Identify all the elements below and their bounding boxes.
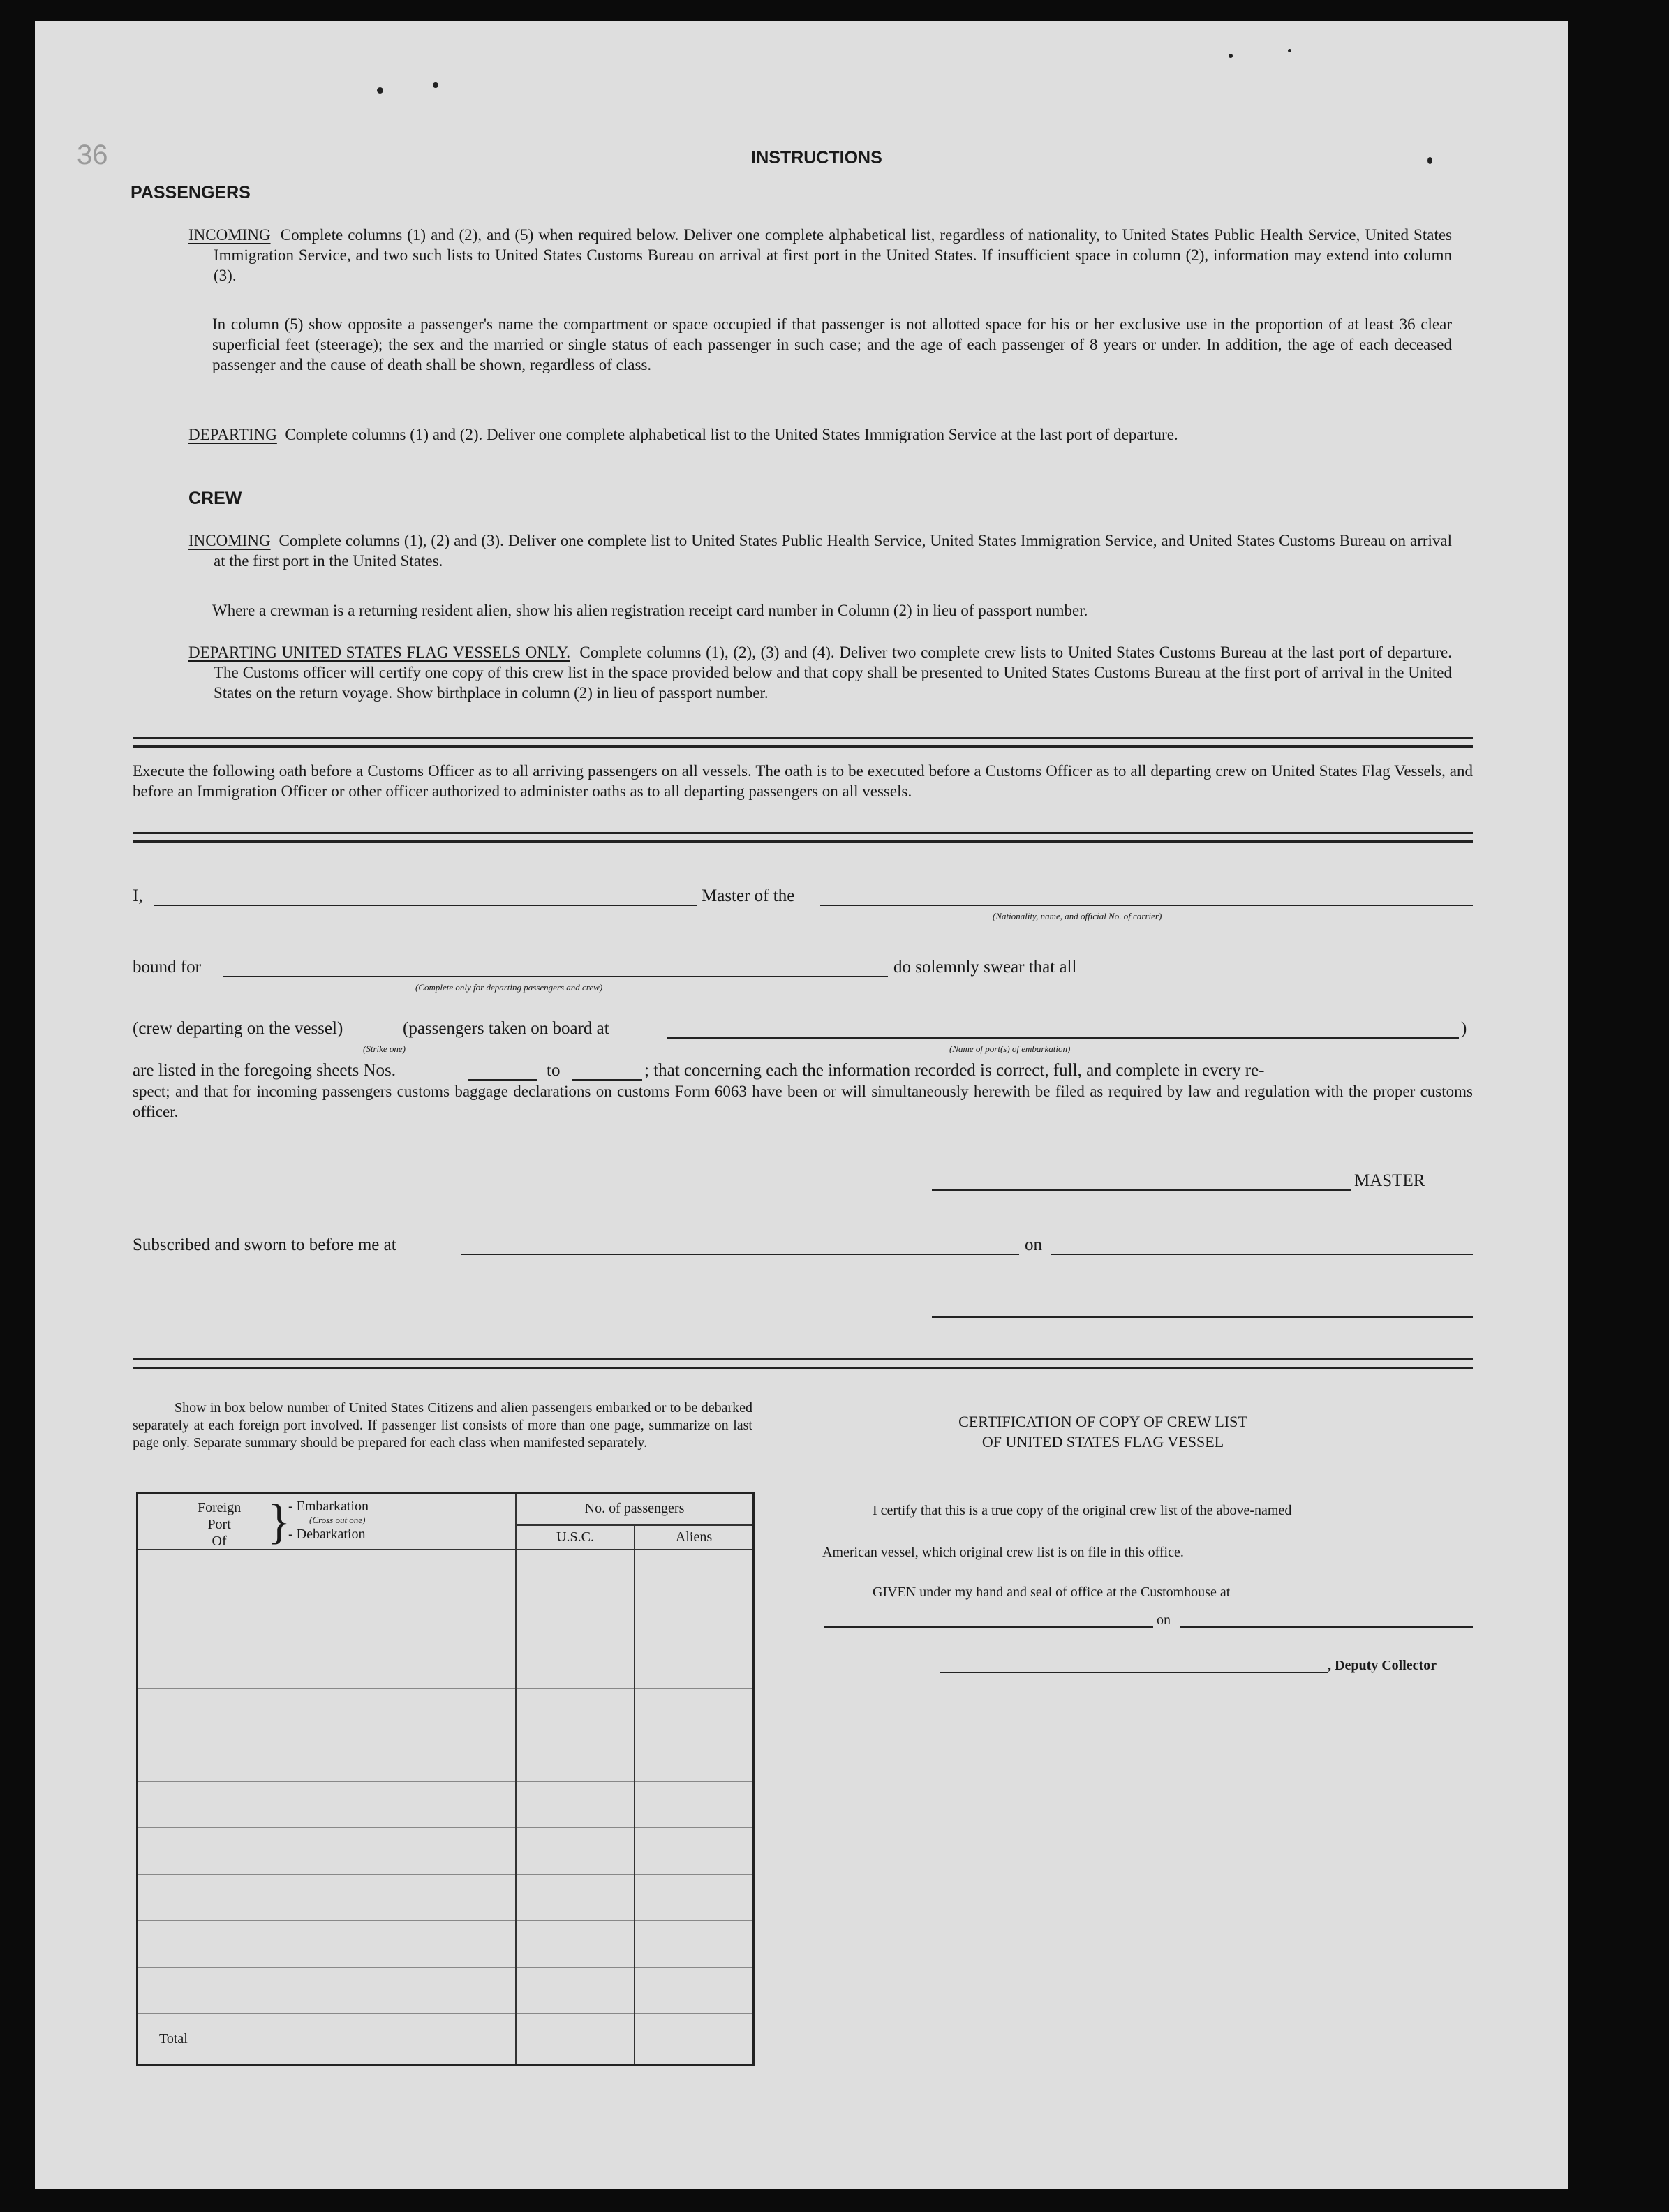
ports-caption: (Name of port(s) of embarkation)	[949, 1044, 1071, 1054]
passengers-departing	[188, 424, 1452, 445]
port-header-line3: Of	[212, 1534, 227, 1549]
crew-incoming-text: Complete columns (1), (2) and (3). Deliver one complete list to United States Public Health Service, United States Immigration Service, and United States Customs Bureau on arrival at the first port in the United States.	[214, 532, 1453, 570]
crew-returning-alien	[212, 600, 1452, 621]
debarkation-option: - Debarkation	[288, 1527, 366, 1542]
table-row	[138, 1921, 754, 1967]
total-row	[138, 2014, 754, 2065]
port-header-line2: Port	[207, 1517, 231, 1532]
ports-field[interactable]	[667, 1037, 1459, 1039]
deputy-signature-line[interactable]	[940, 1672, 1328, 1673]
deputy-collector-label: , Deputy Collector	[1328, 1658, 1437, 1673]
master-name-field[interactable]	[154, 905, 697, 906]
subscribed-on-label: on	[1025, 1235, 1042, 1254]
do-solemnly-text: do solemnly swear that all	[893, 958, 1077, 977]
passengers-departing-label: DEPARTING	[188, 426, 277, 443]
document-page	[35, 21, 1568, 2189]
subscribed-place-field[interactable]	[461, 1254, 1019, 1255]
cross-out-caption: (Cross out one)	[309, 1515, 366, 1525]
certify-text: I certify that this is a true copy of the original crew list of the above-named	[873, 1503, 1292, 1518]
total-label: Total	[138, 2014, 517, 2065]
crew-departing	[188, 642, 1452, 703]
double-rule	[133, 1358, 1473, 1369]
passengers-heading: PASSENGERS	[131, 183, 251, 202]
port-header	[138, 1493, 517, 1550]
table-row	[138, 1550, 754, 1596]
table-row	[138, 1781, 754, 1827]
scan-speck	[433, 82, 438, 88]
double-rule	[133, 832, 1473, 843]
given-text: GIVEN under my hand and seal of office at the Customhouse at	[873, 1584, 1231, 1600]
aliens-header: Aliens	[635, 1525, 754, 1550]
instructions-title: INSTRUCTIONS	[751, 148, 882, 168]
port-header-line1: Foreign	[198, 1500, 242, 1515]
table-row	[138, 1596, 754, 1642]
total-aliens-cell[interactable]	[635, 2014, 754, 2065]
embarkation-option: - Embarkation	[288, 1499, 369, 1514]
table-row	[138, 1688, 754, 1735]
crew-departing-text: Complete columns (1), (2), (3) and (4). Deliver two complete crew lists to United States Customs Bureau at the last port of departure. The Customs officer will certify one copy of this crew list in the space provided below and that copy shall be presented to United States Customs Bureau at the first port of arrival in the United States on the return voyage. Show birthplace in column (2) in lieu of passport number.	[214, 644, 1453, 702]
page-number: 36	[77, 140, 108, 170]
certification-title-line2: OF UNITED STATES FLAG VESSEL	[981, 1433, 1224, 1450]
table-row	[138, 1874, 754, 1920]
strike-one-caption: (Strike one)	[363, 1044, 406, 1054]
table-row	[138, 1828, 754, 1874]
oath-instructions	[133, 761, 1473, 801]
to-label: to	[547, 1061, 561, 1080]
brace-icon: }	[267, 1495, 291, 1549]
passengers-incoming-label: INCOMING	[188, 226, 271, 244]
master-label: MASTER	[1354, 1171, 1425, 1190]
crew-heading: CREW	[188, 489, 242, 508]
crew-incoming	[188, 530, 1452, 571]
master-signature-line[interactable]	[932, 1189, 1351, 1191]
oath-i-label: I,	[133, 886, 143, 905]
summary-instructions: Show in box below number of United States Citizens and alien passengers embarked or to be debarked separately at each foreign port involved. If passenger list consists of more than one page, summarize on last page only. Separate summary should be prepared for each class when manifested separately.	[133, 1400, 752, 1450]
crew-departing-option: (crew departing on the vessel)	[133, 1019, 343, 1038]
crewman-text: Where a crewman is a returning resident alien, show his alien registration receipt card number in Column (2) in lieu of passport number.	[212, 602, 1088, 619]
american-vessel-text: American vessel, which original crew list is on file in this office.	[822, 1545, 1184, 1560]
sheet-to-field[interactable]	[572, 1079, 642, 1081]
table-row	[138, 1735, 754, 1781]
nationality-caption: (Nationality, name, and official No. of carrier)	[993, 911, 1162, 921]
table-header-row	[138, 1493, 754, 1525]
sheet-from-field[interactable]	[468, 1079, 537, 1081]
crew-incoming-label: INCOMING	[188, 532, 271, 549]
scan-speck	[377, 87, 383, 94]
passengers-taken-option: (passengers taken on board at	[403, 1019, 609, 1038]
certification-on-label: on	[1157, 1612, 1171, 1628]
oath-rest: spect; and that for incoming passengers customs baggage declarations on customs Form 6063 have been or will simultaneously herewith be filed as required by law and regulation with the proper customs officer.	[133, 1083, 1473, 1120]
passengers-incoming-text: Complete columns (1) and (2), and (5) when required below. Deliver one complete alphabetical list, regardless of nationality, to United States Public Health Service, United States Immigration Service, and two such lists to United States Customs Bureau on arrival at first port in the United States. If insufficient space in column (2), information may extend into column (3).	[214, 226, 1452, 284]
bound-for-field[interactable]	[223, 976, 888, 977]
passenger-summary-table	[136, 1492, 755, 2066]
subscribed-date-field[interactable]	[1051, 1254, 1473, 1255]
listed-in-text: are listed in the foregoing sheets Nos.	[133, 1061, 396, 1080]
scan-speck	[1427, 157, 1432, 164]
no-passengers-header: No. of passengers	[516, 1493, 754, 1525]
double-rule	[133, 737, 1473, 748]
table-row	[138, 1967, 754, 2013]
usc-header: U.S.C.	[516, 1525, 635, 1550]
certification-date-field[interactable]	[1180, 1626, 1473, 1628]
carrier-field[interactable]	[820, 905, 1473, 906]
officer-signature-line[interactable]	[932, 1316, 1473, 1318]
passengers-column5	[212, 314, 1452, 375]
oath-intro: Execute the following oath before a Customs Officer as to all arriving passengers on all vessels. The oath is to be executed before a Customs Officer as to all departing crew on United States Flag Vessels, and before an Immigration Officer or other officer authorized to administer oaths as to all departing passengers on all vessels.	[133, 762, 1473, 800]
column5-text: In column (5) show opposite a passenger's name the compartment or space occupied if that passenger is not allotted space for his or her exclusive use in the proportion of at least 36 clear superficial feet (steerage); the sex and the married or single status of each passenger in such case; and the age of each passenger of 8 years or under. In addition, the age of each deceased passenger and the cause of death shall be shown, regardless of class.	[212, 316, 1452, 373]
scan-speck	[1229, 54, 1233, 58]
certification-title	[838, 1411, 1368, 1452]
bound-for-label: bound for	[133, 958, 201, 977]
total-usc-cell[interactable]	[516, 2014, 635, 2065]
certification-title-line1: CERTIFICATION OF COPY OF CREW LIST	[958, 1413, 1247, 1430]
customhouse-field[interactable]	[824, 1626, 1153, 1628]
passengers-incoming	[188, 225, 1452, 285]
complete-only-caption: (Complete only for departing passengers and crew)	[415, 982, 603, 993]
table-row	[138, 1642, 754, 1688]
concerning-text: ; that concerning each the information recorded is correct, full, and complete in every re-	[644, 1061, 1265, 1080]
passengers-departing-text: Complete columns (1) and (2). Deliver one complete alphabetical list to the United States Immigration Service at the last port of departure.	[285, 426, 1178, 443]
scan-speck	[1288, 49, 1291, 52]
subscribed-label: Subscribed and sworn to before me at	[133, 1235, 396, 1254]
crew-departing-label: DEPARTING UNITED STATES FLAG VESSELS ONLY.	[188, 644, 570, 661]
close-paren: )	[1461, 1019, 1467, 1038]
master-of-label: Master of the	[702, 886, 795, 905]
